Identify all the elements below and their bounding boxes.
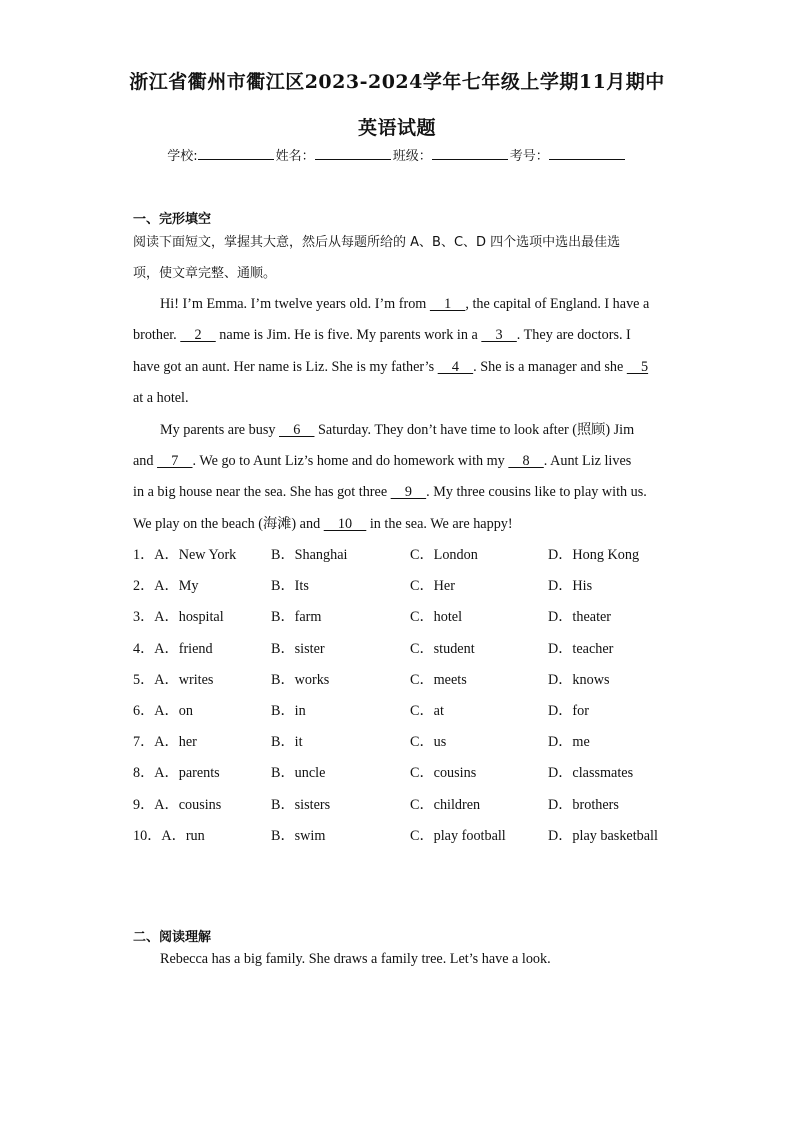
blank-1: 1 [429, 296, 466, 312]
number-label: 考号： [509, 149, 549, 164]
question-option-a[interactable]: 4．A．friend [133, 640, 213, 657]
question-option-c[interactable]: C．meets [410, 671, 467, 688]
question-option-b[interactable]: B．sister [271, 640, 325, 657]
question-option-d[interactable]: D．knows [548, 671, 610, 688]
blank-3: 3 [481, 327, 517, 344]
section1-heading: 一、完形填空 [133, 212, 212, 227]
intro-line: Rebecca has a big family. She draws a family tree. Let’s have a look. [160, 951, 551, 967]
question-option-d[interactable]: D．His [548, 578, 593, 595]
question-option-d[interactable]: D．Hong Kong [548, 547, 640, 563]
passage-line: Hi! I’m Emma. I’m twelve years old. I’m from 1 , the capital of England. I have a [133, 289, 663, 320]
passage-line: and 7 . We go to Aunt Liz’s home and do homework with my 8 . Aunt Liz lives [133, 446, 663, 477]
exam-title-line2: 英语试题 [357, 117, 436, 139]
class-label: 班级： [392, 149, 432, 164]
question-option-c[interactable]: C．play football [410, 827, 506, 844]
passage-line: My parents are busy 6 Saturday. They don’t have time to look after (照顾) Jim [133, 415, 663, 446]
blank-7: 7 [157, 453, 193, 470]
question-option-a[interactable]: 8．A．parents [133, 765, 220, 782]
question-option-b[interactable]: B．works [271, 671, 330, 688]
question-option-c[interactable]: C．Her [410, 578, 455, 595]
question-option-d[interactable]: D．for [548, 702, 589, 719]
cloze-passage [133, 289, 663, 540]
question-option-c[interactable]: C．London [410, 547, 478, 563]
question-option-b[interactable]: B．swim [271, 827, 326, 844]
passage-line: have got an aunt. Her name is Liz. She is my father’s 4 . She is a manager and she 5 [133, 352, 663, 383]
student-info-line [0, 145, 794, 164]
passage-line: in a big house near the sea. She has got three 9 . My three cousins like to play with us. [133, 477, 663, 508]
passage-line: We play on the beach (海滩) and 10 in the sea. We are happy! [133, 509, 663, 540]
passage-line: at a hotel. [133, 390, 189, 407]
name-label: 姓名： [275, 149, 315, 164]
exam-title-line1: 浙江省衢州市衢江区2023-2024学年七年级上学期11月期中 [129, 71, 665, 93]
class-blank[interactable] [432, 147, 508, 160]
question-option-b[interactable]: B．it [271, 734, 303, 751]
blank-9: 9 [390, 484, 427, 501]
question-option-b[interactable]: B．Shanghai [271, 547, 348, 563]
question-option-d[interactable]: D．teacher [548, 640, 614, 657]
blank-2: 2 [180, 327, 216, 344]
question-option-c[interactable]: C．us [410, 734, 447, 751]
instruction-line1: 阅读下面短文，掌握其大意，然后从每题所给的 A、B、C、D 四个选项中选出最佳选 [133, 235, 621, 250]
question-option-a[interactable]: 9．A．cousins [133, 796, 222, 813]
question-option-c[interactable]: C．at [410, 702, 444, 719]
blank-5: 5 [626, 358, 649, 375]
question-option-c[interactable]: C．hotel [410, 609, 463, 626]
question-option-a[interactable]: 10．A．run [133, 827, 205, 844]
question-option-b[interactable]: B．in [271, 702, 306, 719]
number-blank[interactable] [549, 147, 625, 160]
passage-line: brother. 2 name is Jim. He is five. My parents work in a 3 . They are doctors. I [133, 320, 663, 351]
question-option-a[interactable]: 3．A．hospital [133, 609, 224, 626]
question-option-b[interactable]: B．sisters [271, 796, 331, 813]
question-option-a[interactable]: 7．A．her [133, 734, 197, 751]
school-label: 学校: [167, 149, 198, 164]
school-blank[interactable] [198, 147, 274, 160]
blank-8: 8 [508, 453, 544, 470]
question-option-c[interactable]: C．student [410, 640, 475, 657]
instruction-line2: 项，使文章完整、通顺。 [133, 266, 277, 281]
question-option-d[interactable]: D．brothers [548, 796, 619, 813]
question-option-b[interactable]: B．Its [271, 578, 309, 595]
question-option-d[interactable]: D．theater [548, 609, 612, 626]
section2-intro [133, 944, 663, 975]
question-option-c[interactable]: C．cousins [410, 765, 477, 782]
question-option-b[interactable]: B．uncle [271, 765, 326, 782]
question-option-a[interactable]: 5．A．writes [133, 671, 214, 688]
question-option-d[interactable]: D．play basketball [548, 827, 658, 844]
blank-10: 10 [323, 515, 367, 532]
question-option-a[interactable]: 1．A．New York [133, 547, 237, 563]
section2-heading: 二、阅读理解 [133, 930, 212, 945]
question-option-a[interactable]: 6．A．on [133, 702, 193, 719]
question-option-a[interactable]: 2．A．My [133, 578, 199, 595]
question-option-d[interactable]: D．me [548, 734, 590, 751]
section1-instruction [133, 227, 659, 289]
name-blank[interactable] [315, 147, 391, 160]
question-option-d[interactable]: D．classmates [548, 765, 634, 782]
question-option-b[interactable]: B．farm [271, 609, 322, 626]
blank-4: 4 [437, 358, 474, 375]
blank-6: 6 [279, 421, 315, 438]
question-option-c[interactable]: C．children [410, 796, 481, 813]
